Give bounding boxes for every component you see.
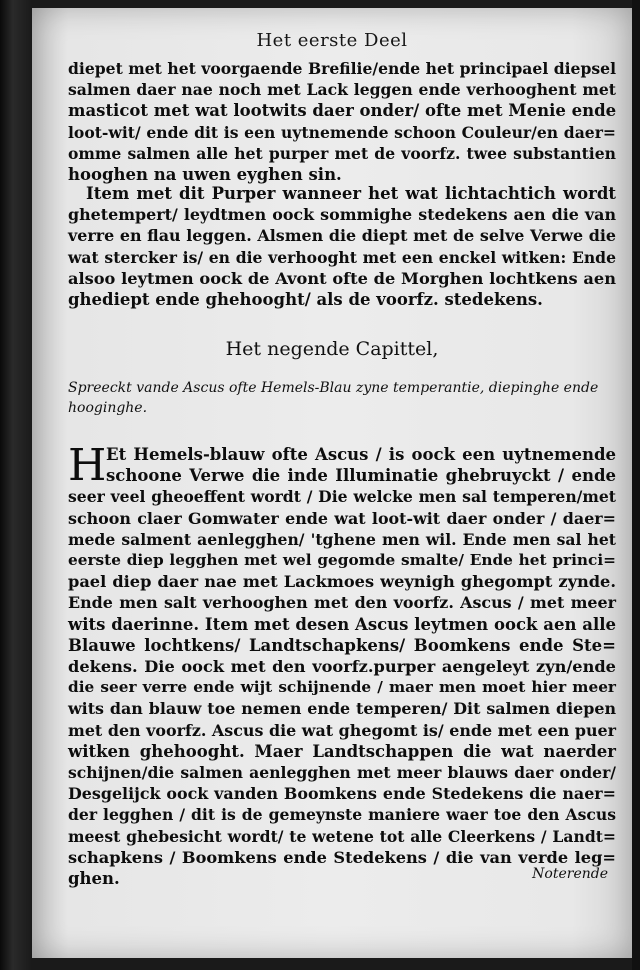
text-line: verre en flau leggen. Alsmen die diept met de selve Verwe die	[68, 226, 616, 246]
text-line: wat stercker is/ en die verhooght met een enckel witken: Ende	[68, 247, 616, 267]
text-line: loot-wit/ ende dit is een uytnemende schoon Couleur/en daer=	[68, 122, 616, 142]
text-line: wits daerinne. Item met desen Ascus leytmen oock aen alle	[68, 614, 616, 634]
text-line: seer veel gheoeffent wordt / Die welcke men sal temperen/met	[68, 487, 616, 507]
summary-line: hooginghe.	[68, 400, 148, 416]
text-line: Ende men salt verhooghen met den voorfz. Ascus / met meer	[68, 593, 616, 613]
text-line: ghetempert/ leydtmen oock sommighe stedekens aen die van	[68, 205, 616, 225]
catchword: Noterende	[532, 866, 608, 882]
text-line: schapkens / Boomkens ende Stedekens / die van verde leg=	[68, 847, 616, 867]
book-binding-edge	[0, 0, 32, 970]
text-line: met den voorfz. Ascus die wat ghegomt is/ ende met een puer	[68, 720, 616, 740]
summary-line: Spreeckt vande Ascus ofte Hemels-Blau zyne temperantie, diepinghe ende	[68, 380, 599, 396]
text-line: Item met dit Purper wanneer het wat lichtachtich wordt	[86, 184, 616, 203]
text-line: omme salmen alle het purper met de voorfz. twee substantien	[68, 143, 616, 163]
text-line: alsoo leytmen oock de Avont ofte de Morghen lochtkens aen	[68, 268, 616, 288]
text-line: dekens. Die oock met den voorfz.purper aengeleyt zyn/ende	[68, 657, 616, 677]
text-line: wits dan blauw toe nemen ende temperen/ Dit salmen diepen	[68, 699, 616, 719]
text-line: masticot met wat lootwits daer onder/ ofte met Menie ende	[68, 101, 617, 121]
text-line: schijnen/die salmen aenlegghen met meer blauws daer onder/	[68, 763, 616, 783]
paragraph-main	[68, 440, 616, 889]
text-line: Et Hemels-blauw ofte Ascus / is oock een uytnemende	[106, 445, 616, 464]
text-line: salmen daer nae noch met Lack leggen ende verhooghent met	[68, 80, 616, 100]
text-line: die seer verre ende wijt schijnende / maer men moet hier meer	[68, 678, 616, 697]
page-edge-right	[632, 0, 640, 970]
text-line: schoone Verwe die inde Illuminatie ghebruyckt / ende	[106, 466, 616, 486]
text-line: eerste diep legghen met wel gegomde smalte/ Ende het princi=	[68, 551, 616, 570]
text-line: hooghen na uwen eyghen sin.	[68, 165, 342, 185]
text-line: meest ghebesicht wordt/ te wetene tot alle Cleerkens / Landt=	[68, 826, 616, 846]
text-line: witken ghehooght. Maer Landtschappen die wat naerder	[68, 741, 616, 761]
text-line: Desgelijck oock vanden Boomkens ende Stedekens die naer=	[68, 784, 616, 804]
text-line: Blauwe lochtkens/ Landtschapkens/ Boomkens ende Ste=	[68, 635, 616, 655]
text-line: der legghen / dit is de gemeynste maniere waer toe den Ascus	[68, 805, 616, 825]
paragraph-top	[68, 58, 616, 185]
text-line: ghediept ende ghehooght/ als de voorfz. stedekens.	[68, 290, 543, 310]
paragraph-item	[68, 183, 616, 310]
text-line: diepet met het voorgaende Brefilie/ende het principael diepsel	[68, 59, 616, 78]
running-head: Het eerste Deel	[256, 30, 408, 51]
text-line: ghen.	[68, 869, 120, 889]
drop-initial: H	[68, 440, 107, 491]
book-page	[32, 8, 632, 958]
chapter-heading: Het negende Capittel,	[225, 338, 439, 360]
text-line: schoon claer Gomwater ende wat loot-wit daer onder / daer=	[68, 508, 616, 528]
text-line: pael diep daer nae met Lackmoes weynigh ghegompt zynde.	[68, 572, 616, 592]
chapter-summary	[68, 378, 616, 418]
text-line: mede salment aenlegghen/ 'tghene men wil. Ende men sal het	[68, 529, 616, 549]
